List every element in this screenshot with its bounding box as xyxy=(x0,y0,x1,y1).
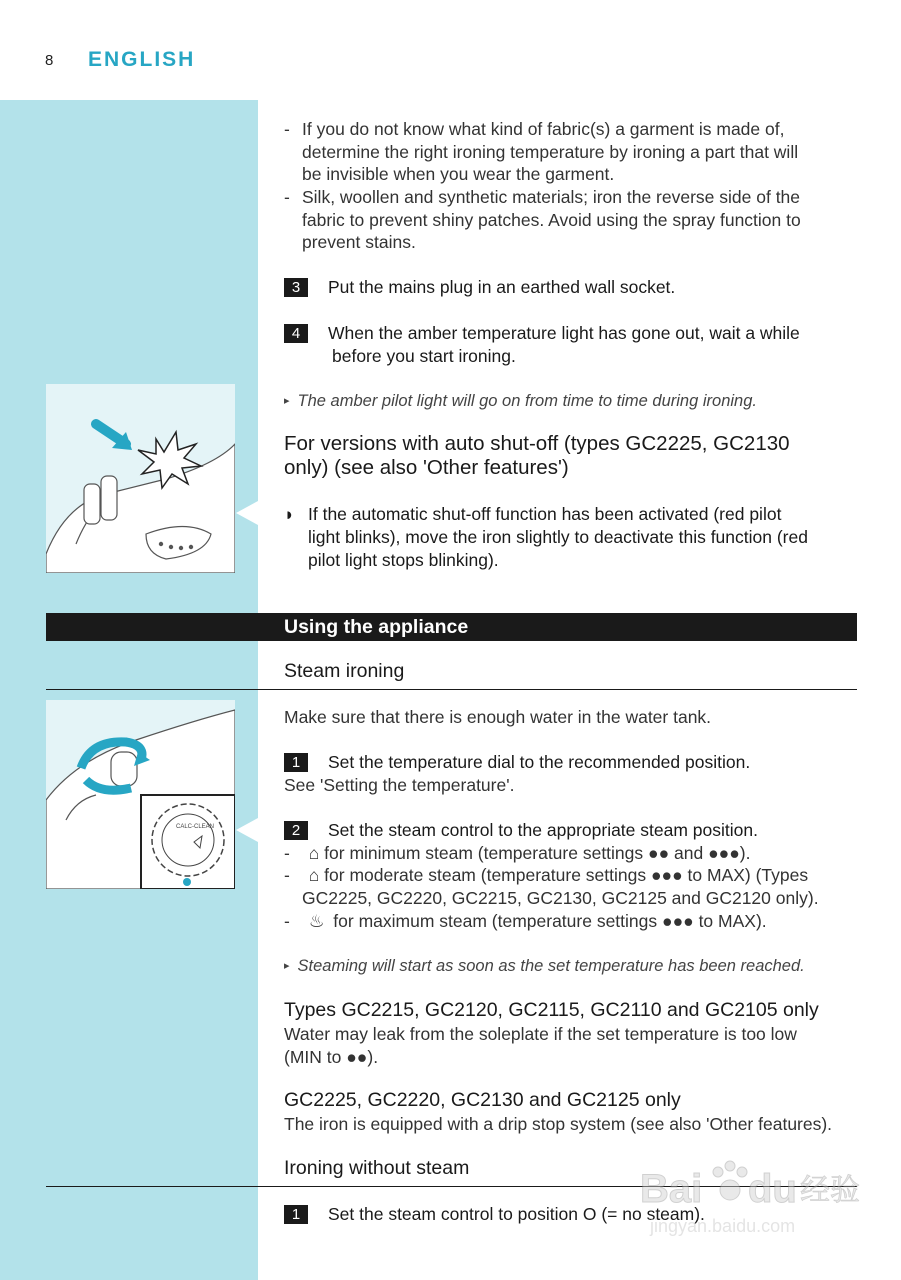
illustration-pointer-2 xyxy=(236,818,258,842)
max-steam-icon: ♨ xyxy=(308,911,325,931)
types1-title: Types GC2215, GC2120, GC2115, GC2110 and GC2105 only xyxy=(284,999,819,1021)
steam-step-1 xyxy=(284,751,750,774)
svg-text:Bai: Bai xyxy=(640,1167,703,1211)
sidebar-band xyxy=(0,100,258,1280)
result-note-pilot-light: ▸ The amber pilot light will go on from time to time during ironing. xyxy=(284,392,757,410)
autooff-marker: ◗ xyxy=(284,504,295,524)
steam-option-moderate: - ⌂ for moderate steam (temperature settings ●●● to MAX) (Types xyxy=(284,865,809,885)
types2-title: GC2225, GC2220, GC2130 and GC2125 only xyxy=(284,1089,681,1111)
types1-line-1: Water may leak from the soleplate if the set temperature is too low xyxy=(284,1024,797,1044)
language-heading: ENGLISH xyxy=(88,48,196,71)
baidu-watermark xyxy=(640,1150,870,1240)
step-4-line-2: before you start ironing. xyxy=(332,346,516,366)
step-text: Set the steam control to position O (= no steam). xyxy=(328,1204,705,1224)
dial-label: CALC-CLEAN xyxy=(176,824,215,830)
step-text: Set the steam control to the appropriate steam position. xyxy=(328,820,758,840)
svg-text:经验: 经验 xyxy=(800,1173,860,1208)
steam-option-moderate-line-2: GC2225, GC2220, GC2215, GC2130, GC2125 and GC2120 only). xyxy=(302,888,819,908)
step-number-badge: 1 xyxy=(284,753,308,772)
autooff-text-1: If the automatic shut-off function has been activated (red pilot xyxy=(308,504,782,524)
step-number-badge: 2 xyxy=(284,821,308,840)
autooff-heading-line-1: For versions with auto shut-off (types GC2225, GC2130 xyxy=(284,432,790,455)
step-number-badge: 1 xyxy=(284,1205,308,1224)
steam-ironing-title: Steam ironing xyxy=(284,660,405,682)
steam-option-max: - ♨ for maximum steam (temperature settings ●●● to MAX). xyxy=(284,911,767,931)
step-text: Put the mains plug in an earthed wall socket. xyxy=(328,277,676,297)
steam-result-note: ▸ Steaming will start as soon as the set temperature has been reached. xyxy=(284,957,805,975)
steam-step-1-see: See 'Setting the temperature'. xyxy=(284,775,515,795)
step-4 xyxy=(284,322,800,345)
paw-icon xyxy=(713,1161,747,1200)
moderate-steam-icon: ⌂ xyxy=(308,865,320,885)
steam-intro: Make sure that there is enough water in the water tank. xyxy=(284,707,712,727)
autooff-text-2: light blinks), move the iron slightly to deactivate this function (red xyxy=(308,527,808,547)
svg-text:jingyan.baidu.com: jingyan.baidu.com xyxy=(650,1216,796,1236)
steam-step-2 xyxy=(284,819,758,842)
step-number-badge: 3 xyxy=(284,278,308,297)
steam-option-min: - ⌂ for minimum steam (temperature settings ●● and ●●●). xyxy=(284,843,751,863)
iron-pilot-light-illustration xyxy=(46,384,235,573)
steam-title-rule xyxy=(46,689,857,690)
types2-text: The iron is equipped with a drip stop system (see also 'Other features). xyxy=(284,1114,833,1134)
svg-text:du: du xyxy=(748,1167,797,1211)
page-number: 8 xyxy=(45,52,54,69)
step-3 xyxy=(284,276,675,299)
step-number-badge: 4 xyxy=(284,324,308,343)
nosteam-title: Ironing without steam xyxy=(284,1157,470,1179)
autooff-heading-line-2: only) (see also 'Other features') xyxy=(284,456,569,479)
section-title: Using the appliance xyxy=(284,616,469,638)
illustration-pointer xyxy=(236,501,258,525)
min-steam-icon: ⌂ xyxy=(308,843,320,863)
step-text: Set the temperature dial to the recommended position. xyxy=(328,752,751,772)
types1-line-2: (MIN to ●●). xyxy=(284,1047,379,1067)
steam-dial-illustration xyxy=(46,700,235,889)
step-text: When the amber temperature light has gone out, wait a while xyxy=(328,323,800,343)
autooff-text-3: pilot light stops blinking). xyxy=(308,550,499,570)
